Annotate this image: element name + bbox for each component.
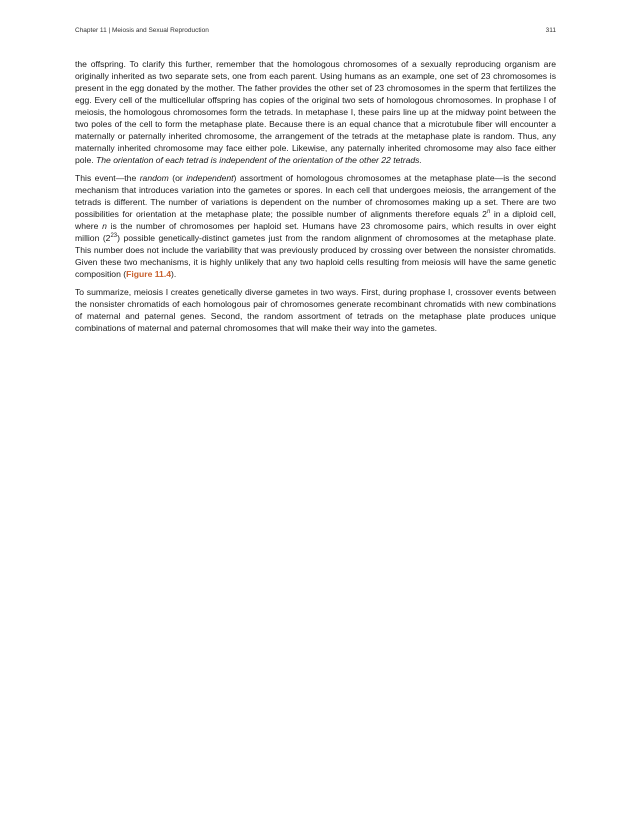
p2-text-d: in a diploid cell, where	[75, 209, 556, 231]
exponent-23: 23	[110, 233, 118, 239]
paragraph-1	[75, 58, 556, 166]
paragraph-1-text: the offspring. To clarify this further, remember that the homologous chromosomes of a sexually reproducing organism are originally inherited as two separate sets, one from each parent. Using humans as an example, one set of 23 chromosomes is present in the egg donated by the mother. The father provides the other set of 23 chromosomes in the sperm that fertilizes the egg. Every cell of the multicellular offspring has copies of the original two sets of homologous chromosomes. In prophase I of meiosis, the homologous chromosomes form the tetrads. In metaphase I, these pairs line up at the midway point between the two poles of the cell to form the metaphase plate. Because there is an equal chance that a microtubule fiber will encounter a maternally or paternally inherited chromosome, the arrangement of the tetrads at the metaphase plate is random. Thus, any maternally inherited chromosome may face either pole. Likewise, any paternally inherited chromosome may also face either pole.	[75, 59, 556, 165]
p2-text-c: ) assortment of homologous chromosomes at the metaphase plate—is the second mechanism that introduces variation into the gametes or spores. In each cell that undergoes meiosis, the arrangement of the tetrads is different. The number of variations is dependent on the number of chromosomes making up a set. There are two possibilities for orientation at the metaphase plate; the possible number of alignments therefore equals 2	[75, 173, 556, 219]
paragraph-1-emphasis: The orientation of each tetrad is independent of the orientation of the other 22 tetrads.	[96, 155, 422, 165]
term-independent: independent	[186, 173, 234, 183]
paragraph-2	[75, 172, 556, 280]
term-random: random	[139, 173, 169, 183]
p2-text-a: This event—the	[75, 173, 140, 183]
paragraph-3-text: To summarize, meiosis I creates genetically diverse gametes in two ways. First, during prophase I, crossover events between the nonsister chromatids of each homologous pair of chromosomes generate recombinant chromatids with new combinations of maternal and paternal genes. Second, the random assortment of tetrads on the metaphase plate produces unique combinations of maternal and paternal chromosomes that will make their way into the gametes.	[75, 287, 556, 333]
p2-text-f: ) possible genetically-distinct gametes just from the random alignment of chromosomes at the metaphase plate. This number does not include the variability that was previously produced by crossing over between the nonsister chromatids. Given these two mechanisms, it is highly unlikely that any two haploid cells resulting from meiosis will have the same genetic composition (	[75, 233, 556, 279]
variable-n: n	[102, 221, 107, 231]
body-text	[75, 58, 556, 340]
page-header	[75, 27, 556, 39]
exponent-n: n	[486, 209, 491, 215]
figure-link[interactable]: Figure 11.4	[126, 269, 172, 279]
page-number: 311	[545, 27, 556, 34]
paragraph-3	[75, 286, 556, 334]
p2-text-e: is the number of chromosomes per haploid set. Humans have 23 chromosome pairs, which results in over eight million (2	[75, 221, 557, 243]
p2-text-g: ).	[171, 269, 177, 279]
chapter-title: Chapter 11 | Meiosis and Sexual Reproduction	[75, 27, 209, 34]
p2-text-b: (or	[168, 173, 187, 183]
